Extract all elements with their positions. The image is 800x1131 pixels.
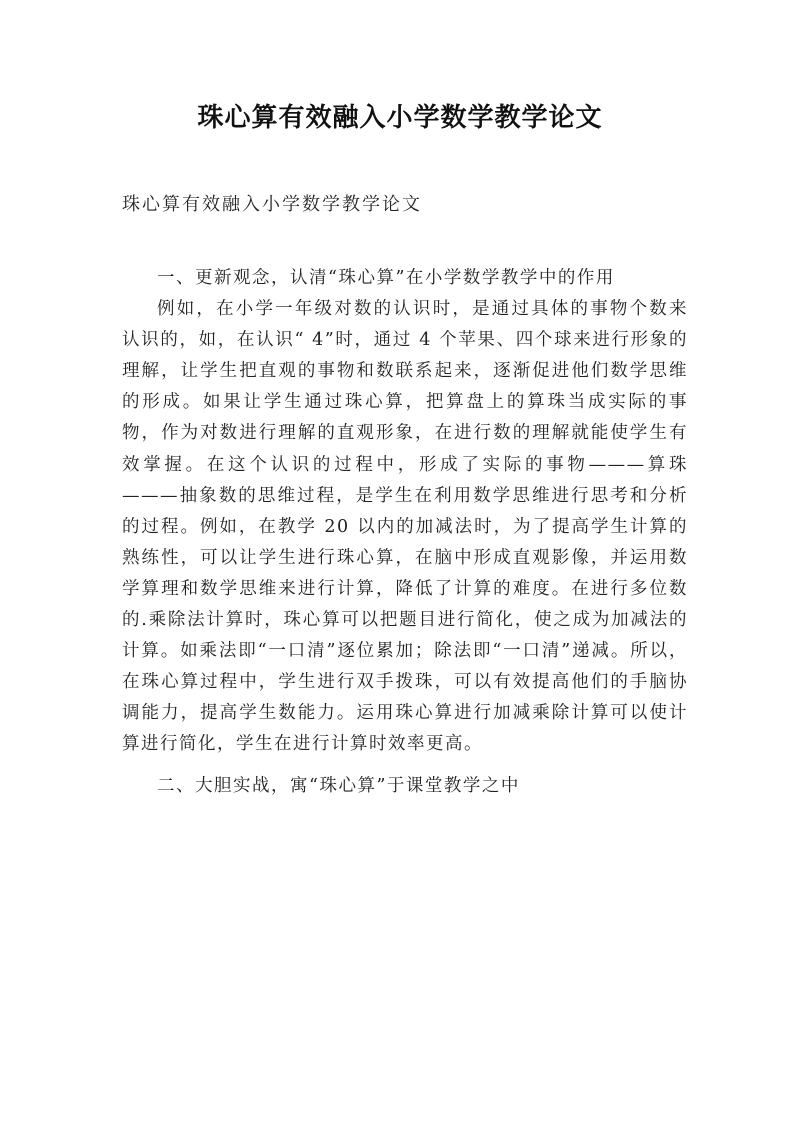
document-body (122, 263, 688, 802)
section-heading-2: 二、大胆实战，寓“珠心算”于课堂教学之中 (157, 775, 520, 796)
paragraph-1: 例如，在小学一年级对数的认识时，是通过具体的事物个数来认识的，如，在认识“ 4”时，通过 4 个苹果、四个球来进行形象的理解，让学生把直观的事物和数联系起来，逐渐促进他们数学思维的形成。如果让学生通过珠心算，把算盘上的算珠当成实际的事物，作为对数进行理解的直观形象，在进行数的理解就能使学生有效掌握。在这个认识的过程中，形成了实际的事物———算珠———抽象数的思维过程，是学生在利用数学思维进行思考和分析的过程。例如，在教学 20 以内的加减法时，为了提高学生计算的熟练性，可以让学生进行珠心算，在脑中形成直观影像，并运用数学算理和数学思维来进行计算，降低了计算的难度。在进行多位数的.乘除法计算时，珠心算可以把题目进行简化，使之成为加减法的计算。如乘法即“一口清”逐位累加；除法即“一口清”递减。所以，在珠心算过程中，学生进行双手拨珠，可以有效提高他们的手脑协调能力，提高学生数能力。运用珠心算进行加减乘除计算可以使计算进行简化，学生在进行计算时效率更高。 (122, 299, 688, 755)
document-subtitle: 珠心算有效融入小学数学教学论文 (122, 194, 422, 215)
section-heading-1: 一、更新观念，认清“珠心算”在小学数学教学中的作用 (157, 268, 615, 288)
document-title: 珠心算有效融入小学数学教学论文 (197, 103, 603, 133)
